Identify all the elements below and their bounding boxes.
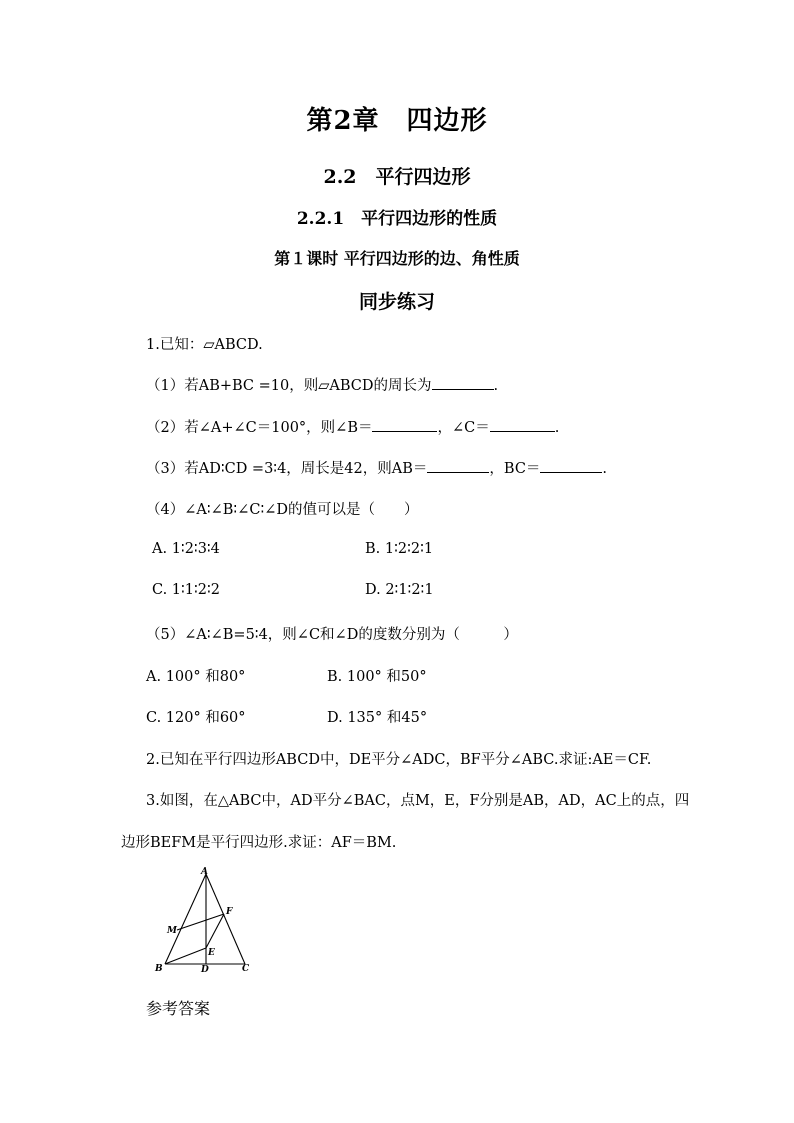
- q1-part3: [146, 457, 607, 478]
- q3-line2: 边形BEFM是平行四边形.求证：AF＝BM.: [121, 835, 397, 851]
- q1-part2-end: .: [554, 420, 560, 436]
- answer-blank[interactable]: [427, 458, 489, 473]
- label-c: C: [242, 964, 250, 974]
- answer-blank[interactable]: [372, 417, 437, 432]
- q1-part4-option-c[interactable]: C. 1∶1∶2∶2: [152, 582, 221, 598]
- q1-stem: 1.已知：▱ABCD.: [146, 337, 263, 353]
- answer-blank[interactable]: [432, 375, 494, 390]
- q1-part4-option-a[interactable]: A. 1∶2∶3∶4: [152, 541, 220, 557]
- label-e: E: [208, 948, 215, 958]
- subsection-title: 2.2.1 平行四边形的性质: [296, 209, 498, 229]
- q1-part4-option-b[interactable]: B. 1∶2∶2∶1: [365, 541, 434, 557]
- q1-part2: [146, 416, 559, 437]
- lesson-title: 第１课时 平行四边形的边、角性质: [274, 249, 520, 268]
- q1-part3-end: .: [602, 461, 608, 477]
- label-d: D: [201, 965, 209, 975]
- section-title: 2.2 平行四边形: [323, 166, 471, 188]
- label-f: F: [226, 907, 233, 917]
- answer-blank[interactable]: [490, 417, 555, 432]
- q1-part1: [146, 374, 498, 395]
- q1-part3-mid: ，BC＝: [489, 461, 541, 477]
- q1-part5-option-b[interactable]: B. 100° 和50°: [327, 669, 427, 685]
- triangle-figure: [150, 864, 265, 976]
- q1-part4-option-d[interactable]: D. 2∶1∶2∶1: [365, 582, 434, 598]
- q1-part5-option-a[interactable]: A. 100° 和80°: [146, 669, 246, 685]
- chapter-title: 第2章 四边形: [306, 106, 488, 136]
- answer-heading: 参考答案: [146, 999, 211, 1018]
- q1-part1-text: （1）若AB+BC =10，则▱ABCD的周长为: [146, 378, 432, 394]
- q1-part4: （4）∠A∶∠B∶∠C∶∠D的值可以是（ ）: [146, 502, 419, 518]
- practice-title: 同步练习: [358, 291, 435, 313]
- q1-part2-mid: ，∠C＝: [437, 420, 490, 436]
- q2-text: 2.已知在平行四边形ABCD中，DE平分∠ADC，BF平分∠ABC.求证:AE＝CF.: [146, 752, 652, 768]
- label-b: B: [155, 964, 163, 974]
- q1-part5: （5）∠A∶∠B=5∶4，则∠C和∠D的度数分别为（ ）: [146, 627, 518, 643]
- q1-part2-text: （2）若∠A+∠C＝100°，则∠B＝: [146, 420, 373, 436]
- label-a: A: [201, 867, 208, 877]
- q1-part3-text: （3）若AD∶CD =3∶4，周长是42，则AB＝: [146, 461, 428, 477]
- q3-line1: 3.如图，在△ABC中，AD平分∠BAC，点M，E，F分别是AB，AD，AC上的点，四: [146, 793, 690, 809]
- answer-blank[interactable]: [540, 458, 602, 473]
- label-m: M: [167, 926, 177, 936]
- q1-part1-end: .: [493, 378, 499, 394]
- q1-part5-option-c[interactable]: C. 120° 和60°: [146, 710, 246, 726]
- q1-part5-option-d[interactable]: D. 135° 和45°: [327, 710, 428, 726]
